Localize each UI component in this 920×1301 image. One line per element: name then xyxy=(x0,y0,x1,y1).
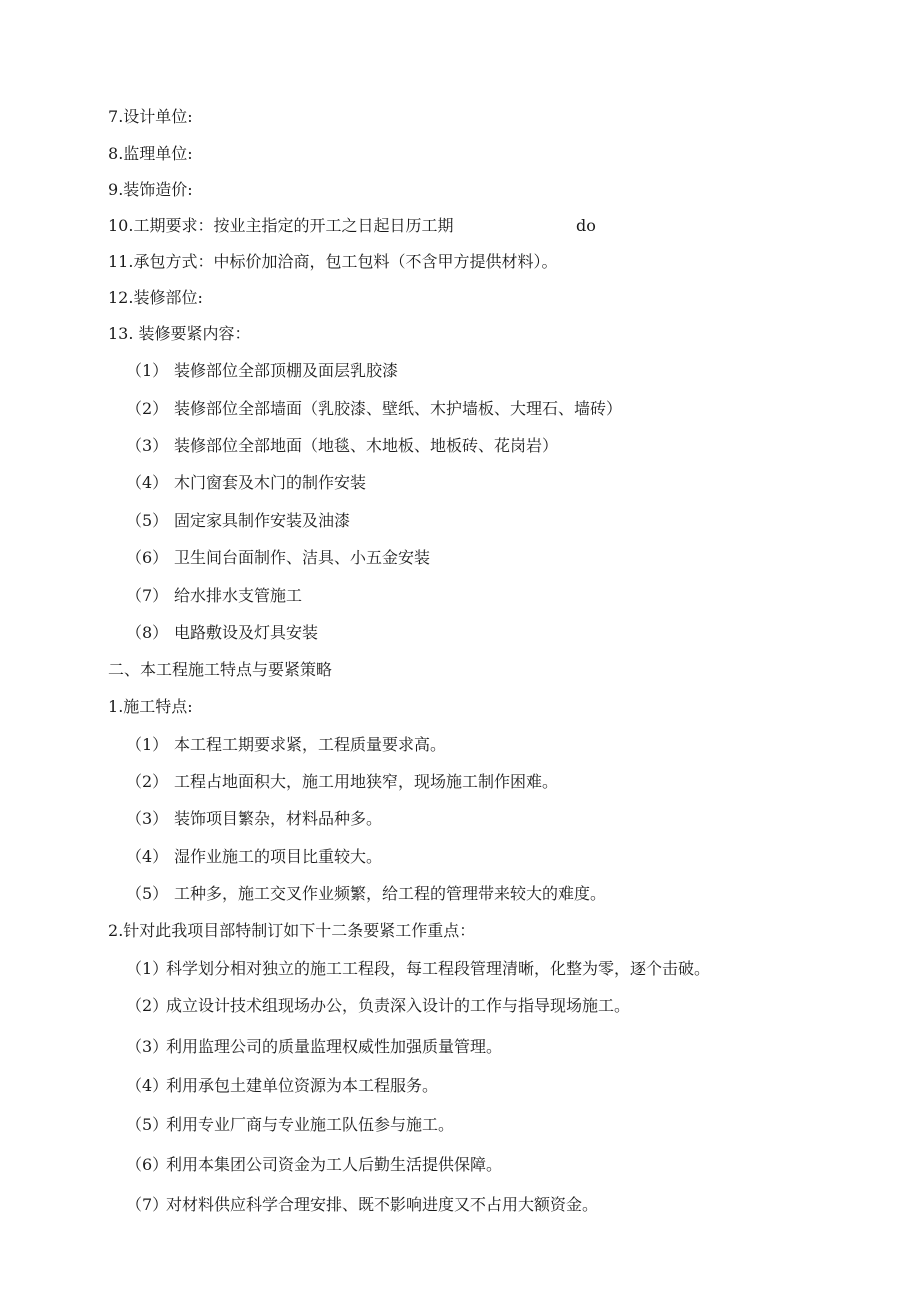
feature-text: 装饰项目繁杂，材料品种多。 xyxy=(174,809,383,828)
item-9 xyxy=(108,179,193,201)
content-text: 装修部位全部地面（地毯、木地板、地板砖、花岗岩） xyxy=(174,436,559,455)
content-item xyxy=(126,472,366,494)
item-12 xyxy=(108,287,203,309)
feature-text: 工种多，施工交叉作业频繁，给工程的管理带来较大的难度。 xyxy=(174,884,607,903)
content-item xyxy=(126,435,558,457)
point-number: （2） xyxy=(126,996,169,1015)
point-number: （6） xyxy=(126,1155,169,1174)
point-text: 利用承包土建单位资源为本工程服务。 xyxy=(166,1076,439,1095)
item-text: . 装修要紧内容： xyxy=(128,324,251,343)
feature-number: （1） xyxy=(126,735,169,754)
paragraph-2 xyxy=(108,920,475,942)
content-item xyxy=(126,622,318,644)
item-text: .工期要求：按业主指定的开工之日起日历工期 xyxy=(128,216,454,235)
content-text: 电路敷设及灯具安装 xyxy=(174,623,319,642)
point-number: （4） xyxy=(126,1076,169,1095)
item-13 xyxy=(108,323,251,345)
item-text: .施工特点: xyxy=(118,697,193,716)
feature-item xyxy=(126,846,382,868)
content-number: （1） xyxy=(126,361,169,380)
feature-number: （5） xyxy=(126,884,169,903)
feature-item xyxy=(126,808,382,830)
item-text: .针对此我项目部特制订如下十二条要紧工作重点： xyxy=(118,921,476,940)
point-item xyxy=(126,995,630,1017)
item-text: .装修部位: xyxy=(128,288,203,307)
content-item xyxy=(126,585,302,607)
content-item xyxy=(126,398,622,420)
section-heading: 二、本工程施工特点与要紧策略 xyxy=(108,660,333,679)
point-text: 成立设计技术组现场办公，负责深入设计的工作与指导现场施工。 xyxy=(166,996,631,1015)
item-text: .监理单位: xyxy=(118,144,193,163)
content-number: （8） xyxy=(126,623,169,642)
item-text: .装饰造价: xyxy=(118,180,193,199)
item-suffix: do xyxy=(576,216,596,235)
point-item xyxy=(126,1194,598,1216)
content-text: 给水排水支管施工 xyxy=(174,586,303,605)
point-number: （1） xyxy=(126,959,169,978)
item-number: 13 xyxy=(108,324,129,343)
point-item xyxy=(126,1036,502,1058)
item-11 xyxy=(108,251,557,273)
feature-text: 湿作业施工的项目比重较大。 xyxy=(174,847,383,866)
point-item xyxy=(126,1075,438,1097)
feature-text: 本工程工期要求紧，工程质量要求高。 xyxy=(174,735,447,754)
content-text: 装修部位全部墙面（乳胶漆、壁纸、木护墙板、大理石、墙砖） xyxy=(174,399,623,418)
point-number: （3） xyxy=(126,1037,169,1056)
content-item xyxy=(126,510,350,532)
feature-text: 工程占地面积大，施工用地狭窄，现场施工制作困难。 xyxy=(174,772,559,791)
content-number: （2） xyxy=(126,399,169,418)
content-number: （4） xyxy=(126,473,169,492)
content-item xyxy=(126,547,430,569)
content-text: 木门窗套及木门的制作安装 xyxy=(174,473,367,492)
item-number: 12 xyxy=(108,288,129,307)
content-text: 卫生间台面制作、洁具、小五金安装 xyxy=(174,548,431,567)
point-text: 利用本集团公司资金为工人后勤生活提供保障。 xyxy=(166,1155,503,1174)
item-text: .承包方式：中标价加洽商，包工包料（不含甲方提供材料）。 xyxy=(128,252,558,271)
item-number: 11 xyxy=(108,252,129,271)
item-number: 2 xyxy=(108,921,119,940)
feature-item xyxy=(126,883,606,905)
content-number: （5） xyxy=(126,511,169,530)
point-number: （7） xyxy=(126,1195,169,1214)
point-item xyxy=(126,1154,502,1176)
paragraph-1 xyxy=(108,696,193,718)
point-item xyxy=(126,1114,454,1136)
point-text: 利用监理公司的质量监理权威性加强质量管理。 xyxy=(166,1037,503,1056)
item-number: 9 xyxy=(108,180,119,199)
content-number: （6） xyxy=(126,548,169,567)
content-text: 固定家具制作安装及油漆 xyxy=(174,511,351,530)
item-7 xyxy=(108,106,193,128)
item-number: 10 xyxy=(108,216,129,235)
feature-item xyxy=(126,734,446,756)
point-text: 利用专业厂商与专业施工队伍参与施工。 xyxy=(166,1115,455,1134)
content-number: （7） xyxy=(126,586,169,605)
feature-number: （2） xyxy=(126,772,169,791)
feature-number: （4） xyxy=(126,847,169,866)
item-number: 8 xyxy=(108,144,119,163)
item-10 xyxy=(108,215,808,237)
item-number: 7 xyxy=(108,107,119,126)
point-item xyxy=(126,958,710,980)
item-text: .设计单位: xyxy=(118,107,193,126)
content-item xyxy=(126,360,398,382)
point-number: （5） xyxy=(126,1115,169,1134)
feature-item xyxy=(126,771,558,793)
item-8 xyxy=(108,143,193,165)
content-text: 装修部位全部顶棚及面层乳胶漆 xyxy=(174,361,399,380)
point-text: 对材料供应科学合理安排、既不影响进度又不占用大额资金。 xyxy=(166,1195,599,1214)
content-number: （3） xyxy=(126,436,169,455)
item-number: 1 xyxy=(108,697,119,716)
feature-number: （3） xyxy=(126,809,169,828)
point-text: 科学划分相对独立的施工工程段，每工程段管理清晰，化整为零，逐个击破。 xyxy=(166,959,711,978)
